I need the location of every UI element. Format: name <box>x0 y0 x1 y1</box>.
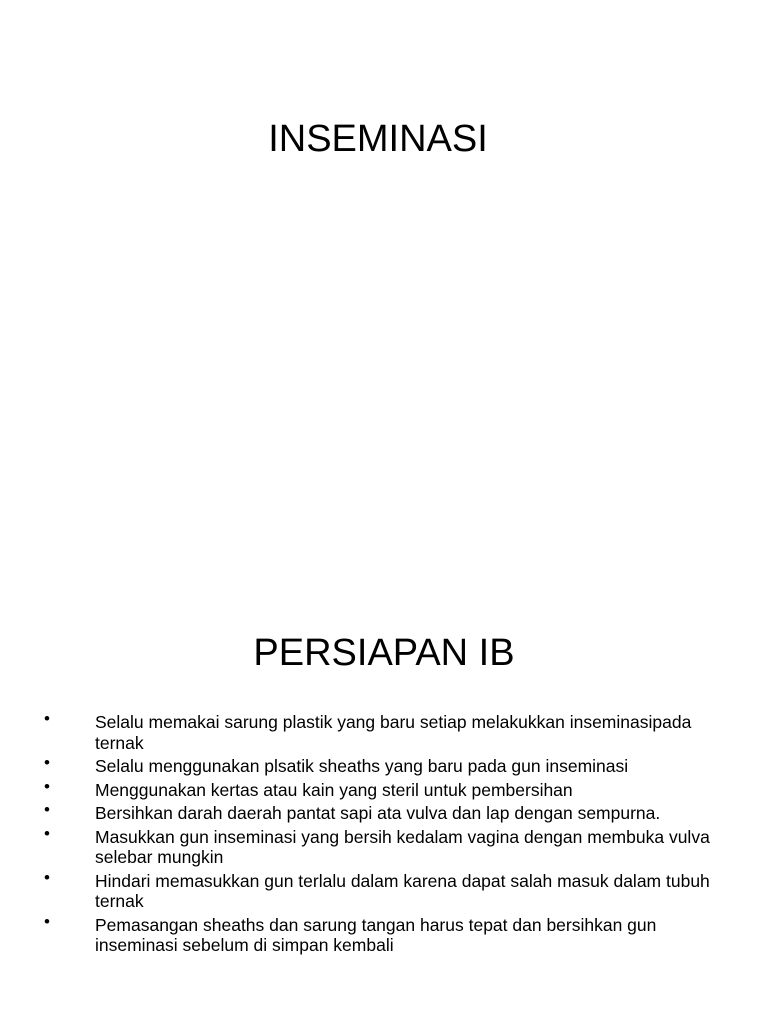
list-item <box>0 776 768 801</box>
bullet-text: Menggunakan kertas atau kain yang steril untuk pembersihan <box>95 779 573 800</box>
bullet-text: Selalu memakai sarung plastik yang baru setiap melakukkan inseminasipada ternak <box>95 712 692 753</box>
list-item <box>0 800 768 824</box>
bullet-text: Selalu menggunakan plsatik sheaths yang baru pada gun inseminasi <box>95 756 629 776</box>
list-item <box>0 911 768 956</box>
bullet-text: Hindari memasukkan gun terlalu dalam karena dapat salah masuk dalam tubuh ternak <box>95 870 710 911</box>
bullet-text: Pemasangan sheaths dan sarung tangan harus tepat dan bersihkan gun inseminasi sebelum di simpan kembali <box>95 914 657 955</box>
list-item <box>0 753 768 777</box>
bullet-icon: • <box>44 800 50 819</box>
slide-title: INSEMINASI <box>268 118 488 160</box>
slide-title: PERSIAPAN IB <box>253 632 515 674</box>
list-item <box>0 867 768 912</box>
bullet-list <box>0 709 768 959</box>
bullet-icon: • <box>44 709 50 728</box>
bullet-icon: • <box>44 823 50 843</box>
bullet-text: Masukkan gun inseminasi yang bersih kedalam vagina dengan membuka vulva selebar mungkin <box>95 826 710 867</box>
bullet-text: Bersihkan darah daerah pantat sapi ata vulva dan lap dengan sempurna. <box>95 803 661 823</box>
slide-persiapan-ib <box>0 512 768 1024</box>
bullet-icon: • <box>44 867 50 887</box>
bullet-icon: • <box>44 776 50 796</box>
bullet-icon: • <box>44 753 50 772</box>
bullet-icon: • <box>44 911 50 931</box>
list-item <box>0 709 768 753</box>
list-item <box>0 823 768 868</box>
